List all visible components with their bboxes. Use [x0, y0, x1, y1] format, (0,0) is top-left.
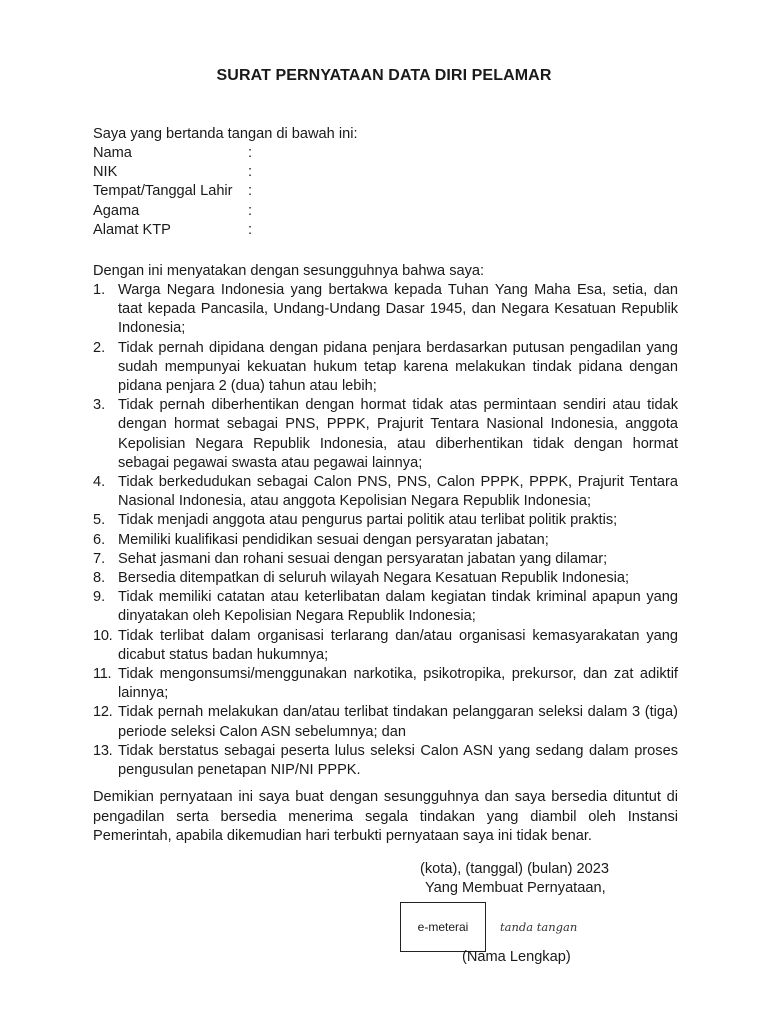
field-colon: : — [248, 164, 253, 181]
field-row-nik — [93, 163, 258, 182]
list-text: Sehat jasmani dan rohani sesuai dengan persyaratan jabatan yang dilamar; — [118, 550, 608, 567]
list-item — [93, 281, 678, 339]
field-colon: : — [248, 145, 253, 161]
list-number: 1. — [93, 282, 106, 298]
list-item — [93, 531, 678, 550]
intro-text: Saya yang bertanda tangan di bawah ini: — [93, 126, 358, 142]
list-number: 7. — [93, 550, 106, 567]
list-item — [93, 569, 678, 588]
list-text: Memiliki kualifikasi pendidikan sesuai dengan persyaratan jabatan; — [118, 531, 549, 548]
list-item — [93, 703, 678, 741]
list-item — [93, 511, 678, 530]
list-number: 10. — [93, 627, 113, 644]
place-date: (kota), (tanggal) (bulan) 2023 — [420, 861, 610, 877]
list-text: Tidak berstatus sebagai peserta lulus seleksi Calon ASN yang sedang dalam proses pengusulan penetapan NIP/NI PPPK. — [118, 742, 678, 779]
list-text: Tidak pernah diberhentikan dengan hormat tidak atas permintaan sendiri atau tidak dengan hormat sebagai PNS, PPPK, Prajurit Tentara Nasional Indonesia, anggota Kepolisian Negara Republik Indonesia, atau diberhentikan tidak dengan hormat sebagai pegawai swasta atau pegawai lainnya; — [118, 397, 678, 471]
list-number: 9. — [93, 589, 106, 606]
declaration-list — [93, 281, 678, 780]
list-text: Warga Negara Indonesia yang bertakwa kepada Tuhan Yang Maha Esa, setia, dan taat kepada Pancasila, Undang-Undang Dasar 1945, dan Negara Kesatuan Republik Indonesia; — [118, 282, 678, 337]
list-item — [93, 339, 678, 397]
list-item — [93, 396, 678, 473]
list-text: Tidak mengonsumsi/menggunakan narkotika, psikotropika, prekursor, dan zat adiktif lainnya; — [118, 666, 678, 702]
field-label: Alamat KTP — [93, 221, 171, 238]
field-row-birth — [93, 182, 258, 201]
list-text: Tidak menjadi anggota atau pengurus partai politik atau terlibat politik praktis; — [118, 512, 618, 529]
list-text: Tidak pernah melakukan dan/atau terlibat tindakan pelanggaran seleksi dalam 3 (tiga) periode seleksi Calon ASN sebelumnya; dan — [118, 704, 678, 740]
document-title: SURAT PERNYATAAN DATA DIRI PELAMAR — [216, 67, 552, 84]
list-item — [93, 742, 678, 780]
list-text: Tidak pernah dipidana dengan pidana penjara berdasarkan putusan pengadilan yang sudah mempunyai kekuatan hukum tetap karena melakukan tindak pidana dengan pidana penjara 2 (dua) tahun atau lebih; — [118, 339, 678, 395]
identity-fields — [93, 144, 258, 240]
list-number: 3. — [93, 397, 106, 414]
list-number: 2. — [93, 339, 106, 356]
list-text: Tidak memiliki catatan atau keterlibatan dalam kegiatan tindak kriminal apapun yang dinyatakan oleh Kepolisian Negara Republik Indonesia; — [118, 589, 678, 625]
closing-paragraph: Demikian pernyataan ini saya buat dengan sesungguhnya dan saya bersedia dituntut di pengadilan serta bersedia menerima segala tindakan yang diambil oleh Instansi Pemerintah, apabila dikemudian hari terbukti pernyataan saya ini tidak benar. — [93, 789, 678, 844]
list-item — [93, 588, 678, 626]
list-number: 6. — [93, 531, 106, 548]
field-label: Agama — [93, 202, 140, 219]
field-colon: : — [248, 202, 253, 219]
list-number: 4. — [93, 474, 106, 491]
list-item — [93, 627, 678, 665]
list-text: Tidak terlibat dalam organisasi terlarang dan/atau organisasi kemasyarakatan yang dicabut status badan hukumnya; — [118, 627, 678, 663]
list-item — [93, 473, 678, 511]
e-meterai-box — [400, 902, 486, 952]
list-item — [93, 665, 678, 703]
list-item — [93, 550, 678, 569]
field-row-name — [93, 144, 258, 163]
list-text: Tidak berkedudukan sebagai Calon PNS, PNS, Calon PPPK, PPPK, Prajurit Tentara Nasional Indonesia, atau anggota Kepolisian Negara Republik Indonesia; — [118, 474, 678, 510]
signature-placeholder: tanda tangan — [500, 920, 578, 934]
list-number: 11. — [93, 666, 112, 683]
field-row-address — [93, 221, 258, 240]
field-colon: : — [248, 183, 253, 200]
full-name-label: (Nama Lengkap) — [462, 949, 571, 965]
field-label: Tempat/Tanggal Lahir — [93, 183, 233, 200]
list-number: 13. — [93, 742, 113, 759]
list-number: 12. — [93, 704, 113, 721]
made-by-label: Yang Membuat Pernyataan, — [425, 880, 606, 896]
field-colon: : — [248, 221, 253, 238]
field-label: NIK — [93, 164, 118, 181]
list-number: 5. — [93, 512, 106, 529]
list-text: Bersedia ditempatkan di seluruh wilayah Negara Kesatuan Republik Indonesia; — [118, 570, 630, 587]
declaration-intro: Dengan ini menyatakan dengan sesungguhnya bahwa saya: — [93, 263, 485, 279]
list-number: 8. — [93, 570, 106, 587]
e-meterai-label: e-meterai — [417, 920, 469, 934]
field-label: Nama — [93, 145, 132, 161]
field-row-religion — [93, 202, 258, 221]
